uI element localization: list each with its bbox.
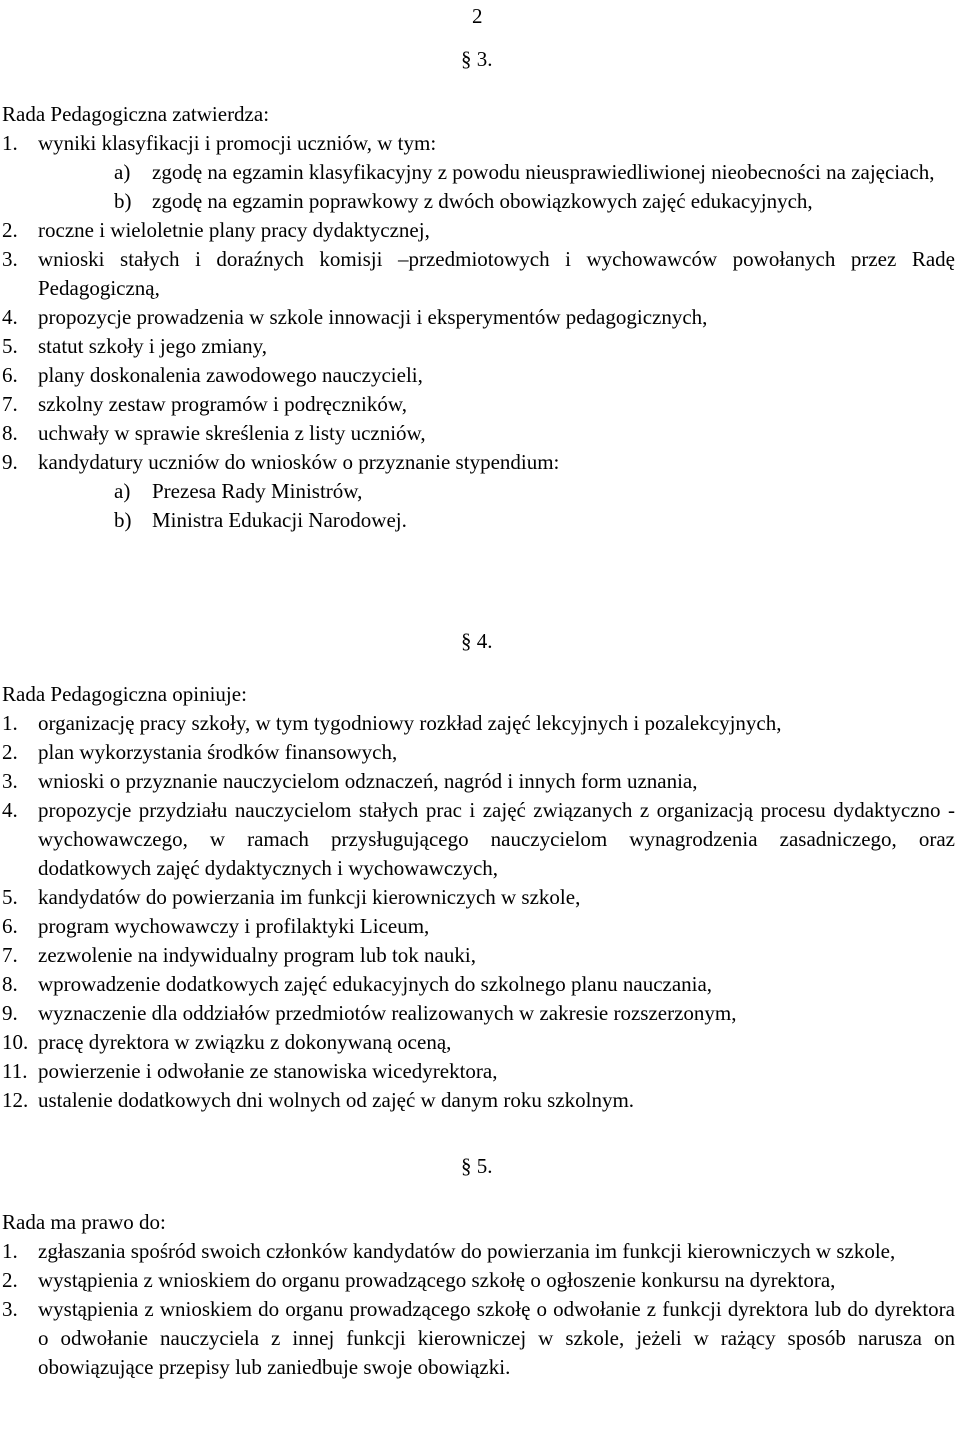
- list-item: [2, 332, 955, 361]
- list-item-text: wprowadzenie dodatkowych zajęć edukacyjnych do szkolnego planu nauczania,: [38, 972, 713, 996]
- list-item: [2, 216, 955, 245]
- list-item-text: propozycje prowadzenia w szkole innowacji i eksperymentów pedagogicznych,: [38, 305, 708, 329]
- list-item: [2, 941, 955, 970]
- list-item-text: program wychowawczy i profilaktyki Liceum,: [38, 914, 430, 938]
- list-item-text: roczne i wieloletnie plany pracy dydaktycznej,: [38, 218, 430, 242]
- sub-list: [38, 158, 955, 216]
- list-item-text: pracę dyrektora w związku z dokonywaną oceną,: [38, 1030, 452, 1054]
- list-item-text: zgłaszania spośród swoich członków kandydatów do powierzania im funkcji kierowniczych w szkole,: [38, 1239, 896, 1263]
- section-3-marker: § 3.: [461, 47, 493, 71]
- list-item-text: wyznaczenie dla oddziałów przedmiotów realizowanych w zakresie rozszerzonym,: [38, 1001, 737, 1025]
- list-item-text: ustalenie dodatkowych dni wolnych od zajęć w danym roku szkolnym.: [38, 1088, 635, 1112]
- list-item-number: 3.: [2, 247, 18, 271]
- section-5-list: [2, 1237, 955, 1382]
- list-item-number: 3.: [2, 1297, 18, 1321]
- list-item: [2, 738, 955, 767]
- list-item-text: uchwały w sprawie skreślenia z listy uczniów,: [38, 421, 426, 445]
- list-item-number: 8.: [2, 972, 18, 996]
- list-item-number: 9.: [2, 1001, 18, 1025]
- sub-item-letter: a): [114, 160, 131, 184]
- list-item: [2, 303, 955, 332]
- list-item: [2, 1295, 955, 1382]
- sub-item-text: Ministra Edukacji Narodowej.: [152, 508, 407, 532]
- list-item-text: zezwolenie na indywidualny program lub tok nauki,: [38, 943, 476, 967]
- section-4-heading: Rada Pedagogiczna opiniuje:: [2, 682, 247, 706]
- list-item: [2, 767, 955, 796]
- list-item-text: statut szkoły i jego zmiany,: [38, 334, 268, 358]
- list-item: [2, 1028, 955, 1057]
- list-item: [2, 912, 955, 941]
- list-item-number: 10.: [2, 1030, 29, 1054]
- list-item: [2, 419, 955, 448]
- list-item-number: 12.: [2, 1088, 29, 1112]
- section-5-marker: § 5.: [461, 1154, 493, 1178]
- section-3-list: [2, 129, 955, 535]
- list-item-text: kandydatów do powierzania im funkcji kierowniczych w szkole,: [38, 885, 581, 909]
- list-item: [2, 883, 955, 912]
- list-item: [2, 245, 955, 303]
- list-item-number: 6.: [2, 914, 18, 938]
- section-3: [2, 100, 955, 535]
- list-item-number: 2.: [2, 218, 18, 242]
- section-4-list: [2, 709, 955, 1115]
- list-item: [2, 1086, 955, 1115]
- list-item: [2, 361, 955, 390]
- sub-item-letter: b): [114, 189, 132, 213]
- list-item-text: wyniki klasyfikacji i promocji uczniów, w tym:: [38, 131, 437, 155]
- section-5: [2, 1208, 955, 1382]
- list-item-text: wnioski stałych i doraźnych komisji –przedmiotowych i wychowawców powołanych przez Radę Pedagogiczną,: [38, 247, 955, 300]
- list-item-number: 2.: [2, 1268, 18, 1292]
- list-item-number: 3.: [2, 769, 18, 793]
- list-item-number: 7.: [2, 392, 18, 416]
- section-4: [2, 680, 955, 1115]
- list-item-text: kandydatury uczniów do wniosków o przyznanie stypendium:: [38, 450, 560, 474]
- list-item: [2, 1057, 955, 1086]
- list-item: [2, 1237, 955, 1266]
- section-4-marker: § 4.: [461, 629, 493, 653]
- list-item: [2, 390, 955, 419]
- list-item-number: 1.: [2, 711, 18, 735]
- list-item-number: 1.: [2, 131, 18, 155]
- list-item-number: 5.: [2, 885, 18, 909]
- list-item-number: 7.: [2, 943, 18, 967]
- list-item-number: 4.: [2, 305, 18, 329]
- section-5-heading: Rada ma prawo do:: [2, 1210, 166, 1234]
- list-item-text: plan wykorzystania środków finansowych,: [38, 740, 398, 764]
- list-item-number: 1.: [2, 1239, 18, 1263]
- list-item-text: wystąpienia z wnioskiem do organu prowadzącego szkołę o ogłoszenie konkursu na dyrektora,: [38, 1268, 836, 1292]
- list-item-number: 4.: [2, 798, 18, 822]
- list-item-number: 9.: [2, 450, 18, 474]
- list-item-number: 2.: [2, 740, 18, 764]
- list-item-text: plany doskonalenia zawodowego nauczycieli,: [38, 363, 423, 387]
- list-item: [2, 448, 955, 535]
- sub-item-letter: a): [114, 479, 131, 503]
- sub-list-item: [2, 187, 955, 216]
- sub-item-text: zgodę na egzamin poprawkowy z dwóch obowiązkowych zajęć edukacyjnych,: [152, 189, 813, 213]
- list-item: [2, 709, 955, 738]
- list-item-number: 6.: [2, 363, 18, 387]
- sub-list-item: [2, 158, 955, 187]
- section-3-heading: Rada Pedagogiczna zatwierdza:: [2, 102, 270, 126]
- page-number: 2: [472, 4, 483, 28]
- list-item-number: 8.: [2, 421, 18, 445]
- list-item-number: 11.: [2, 1059, 28, 1083]
- list-item: [2, 796, 955, 883]
- list-item-text: szkolny zestaw programów i podręczników,: [38, 392, 407, 416]
- list-item-text: wnioski o przyznanie nauczycielom odznaczeń, nagród i innych form uznania,: [38, 769, 698, 793]
- list-item: [2, 999, 955, 1028]
- sub-item-letter: b): [114, 508, 132, 532]
- list-item: [2, 129, 955, 216]
- list-item: [2, 970, 955, 999]
- sub-list-item: [2, 477, 955, 506]
- list-item-text: propozycje przydziału nauczycielom stałych prac i zajęć związanych z organizacją procesu dydaktyczno - wychowawczego, w ramach przysługującego nauczycielom wynagrodzenia zasadniczego, oraz dodatkowych zajęć dydaktycznych i wychowawczych,: [38, 798, 955, 880]
- list-item: [2, 1266, 955, 1295]
- list-item-text: powierzenie i odwołanie ze stanowiska wicedyrektora,: [38, 1059, 498, 1083]
- list-item-text: wystąpienia z wnioskiem do organu prowadzącego szkołę o odwołanie z funkcji dyrektora lub do dyrektora o odwołanie nauczyciela z innej funkcji kierowniczej w szkole, jeżeli w rażący sposób narusza on obowiązujące przepisy lub zaniedbuje swoje obowiązki.: [38, 1297, 955, 1379]
- sub-item-text: Prezesa Rady Ministrów,: [152, 479, 363, 503]
- list-item-text: organizację pracy szkoły, w tym tygodniowy rozkład zajęć lekcyjnych i pozalekcyjnych,: [38, 711, 782, 735]
- sub-item-text: zgodę na egzamin klasyfikacyjny z powodu nieusprawiedliwionej nieobecności na zajęciach,: [152, 160, 935, 184]
- list-item-number: 5.: [2, 334, 18, 358]
- sub-list: [38, 477, 955, 535]
- sub-list-item: [2, 506, 955, 535]
